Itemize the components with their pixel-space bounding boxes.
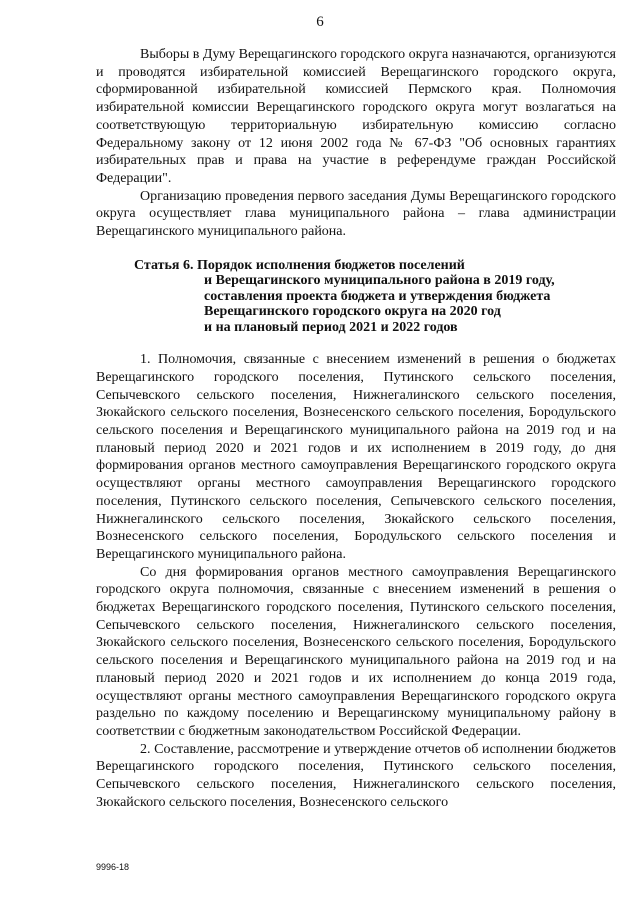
paragraph-first-session: Организацию проведения первого заседания Думы Верещагинского городского округа осуществляет глава муниципального района – глава администрации Верещагинского муниципального района. [96,188,616,240]
article-title-line: и на плановый период 2021 и 2022 годов [204,319,458,335]
article-title-line: составления проекта бюджета и утверждения бюджета [204,288,551,304]
article-6-heading [96,258,616,336]
paragraph-item-1-continued: Со дня формирования органов местного самоуправления Верещагинского городского округа полномочия, связанные с внесением изменений в решения о бюджетах Верещагинского городского поселения, Путинского сельского поселения, Сепычевского сельского поселения, Нижнегалинского сельского поселения, Зюкайского сельского поселения, Вознесенского сельского поселения, Бородульского сельского поселения и Верещагинского муниципального района на 2019 год и на плановый период 2020 и 2021 годов и их исполнением до конца 2019 года, осуществляют органы местного самоуправления Верещагинского городского округа раздельно по каждому поселению и Верещагинскому муниципальному району в соответствии с бюджетным законодательством Российской Федерации. [96,564,616,739]
document-body [96,46,616,812]
document-code: 9996-18 [96,862,130,872]
paragraph-item-1: 1. Полномочия, связанные с внесением изменений в решения о бюджетах Верещагинского городского поселения, Путинского сельского поселения, Сепычевского сельского поселения, Нижнегалинского сельского поселения, Зюкайского сельского поселения, Вознесенского сельского поселения, Бородульского сельского поселения и Верещагинского муниципального района на 2019 год и на плановый период 2020 и 2021 годов и их исполнением в 2019 году, до дня формирования органов местного самоуправления Верещагинского городского округа осуществляют органы местного самоуправления Верещагинского городского поселения, Путинского сельского поселения, Сепычевского сельского поселения, Нижнегалинского сельского поселения, Зюкайского сельского поселения, Вознесенского сельского поселения, Бородульского сельского поселения и Верещагинского муниципального района. [96,352,616,562]
article-title-line: и Верещагинского муниципального района в 2019 году, [204,273,555,289]
page-number: 6 [316,14,324,30]
article-title-line: Верещагинского городского округа на 2020 год [204,304,501,320]
paragraph-elections: Выборы в Думу Верещагинского городского округа назначаются, организуются и проводятся избирательной комиссией Верещагинского городского округа, сформированной избирательной комиссией Пермского края. Полномочия избирательной комиссии Верещагинского городского округа могут возлагаться на соответствующую территориальную избирательную комиссию согласно Федеральному закону от 12 июня 2002 года № 67-ФЗ "Об основных гарантиях избирательных прав и права на участие в референдуме граждан Российской Федерации". [96,47,616,186]
article-label: Статья 6. [134,257,194,273]
paragraph-item-2: 2. Составление, рассмотрение и утверждение отчетов об исполнении бюджетов Верещагинского городского поселения, Путинского сельского поселения, Сепычевского сельского поселения, Нижнегалинского сельского поселения, Зюкайского сельского поселения, Вознесенского сельского [96,741,616,810]
article-title-line: Порядок исполнения бюджетов поселений [196,257,465,273]
